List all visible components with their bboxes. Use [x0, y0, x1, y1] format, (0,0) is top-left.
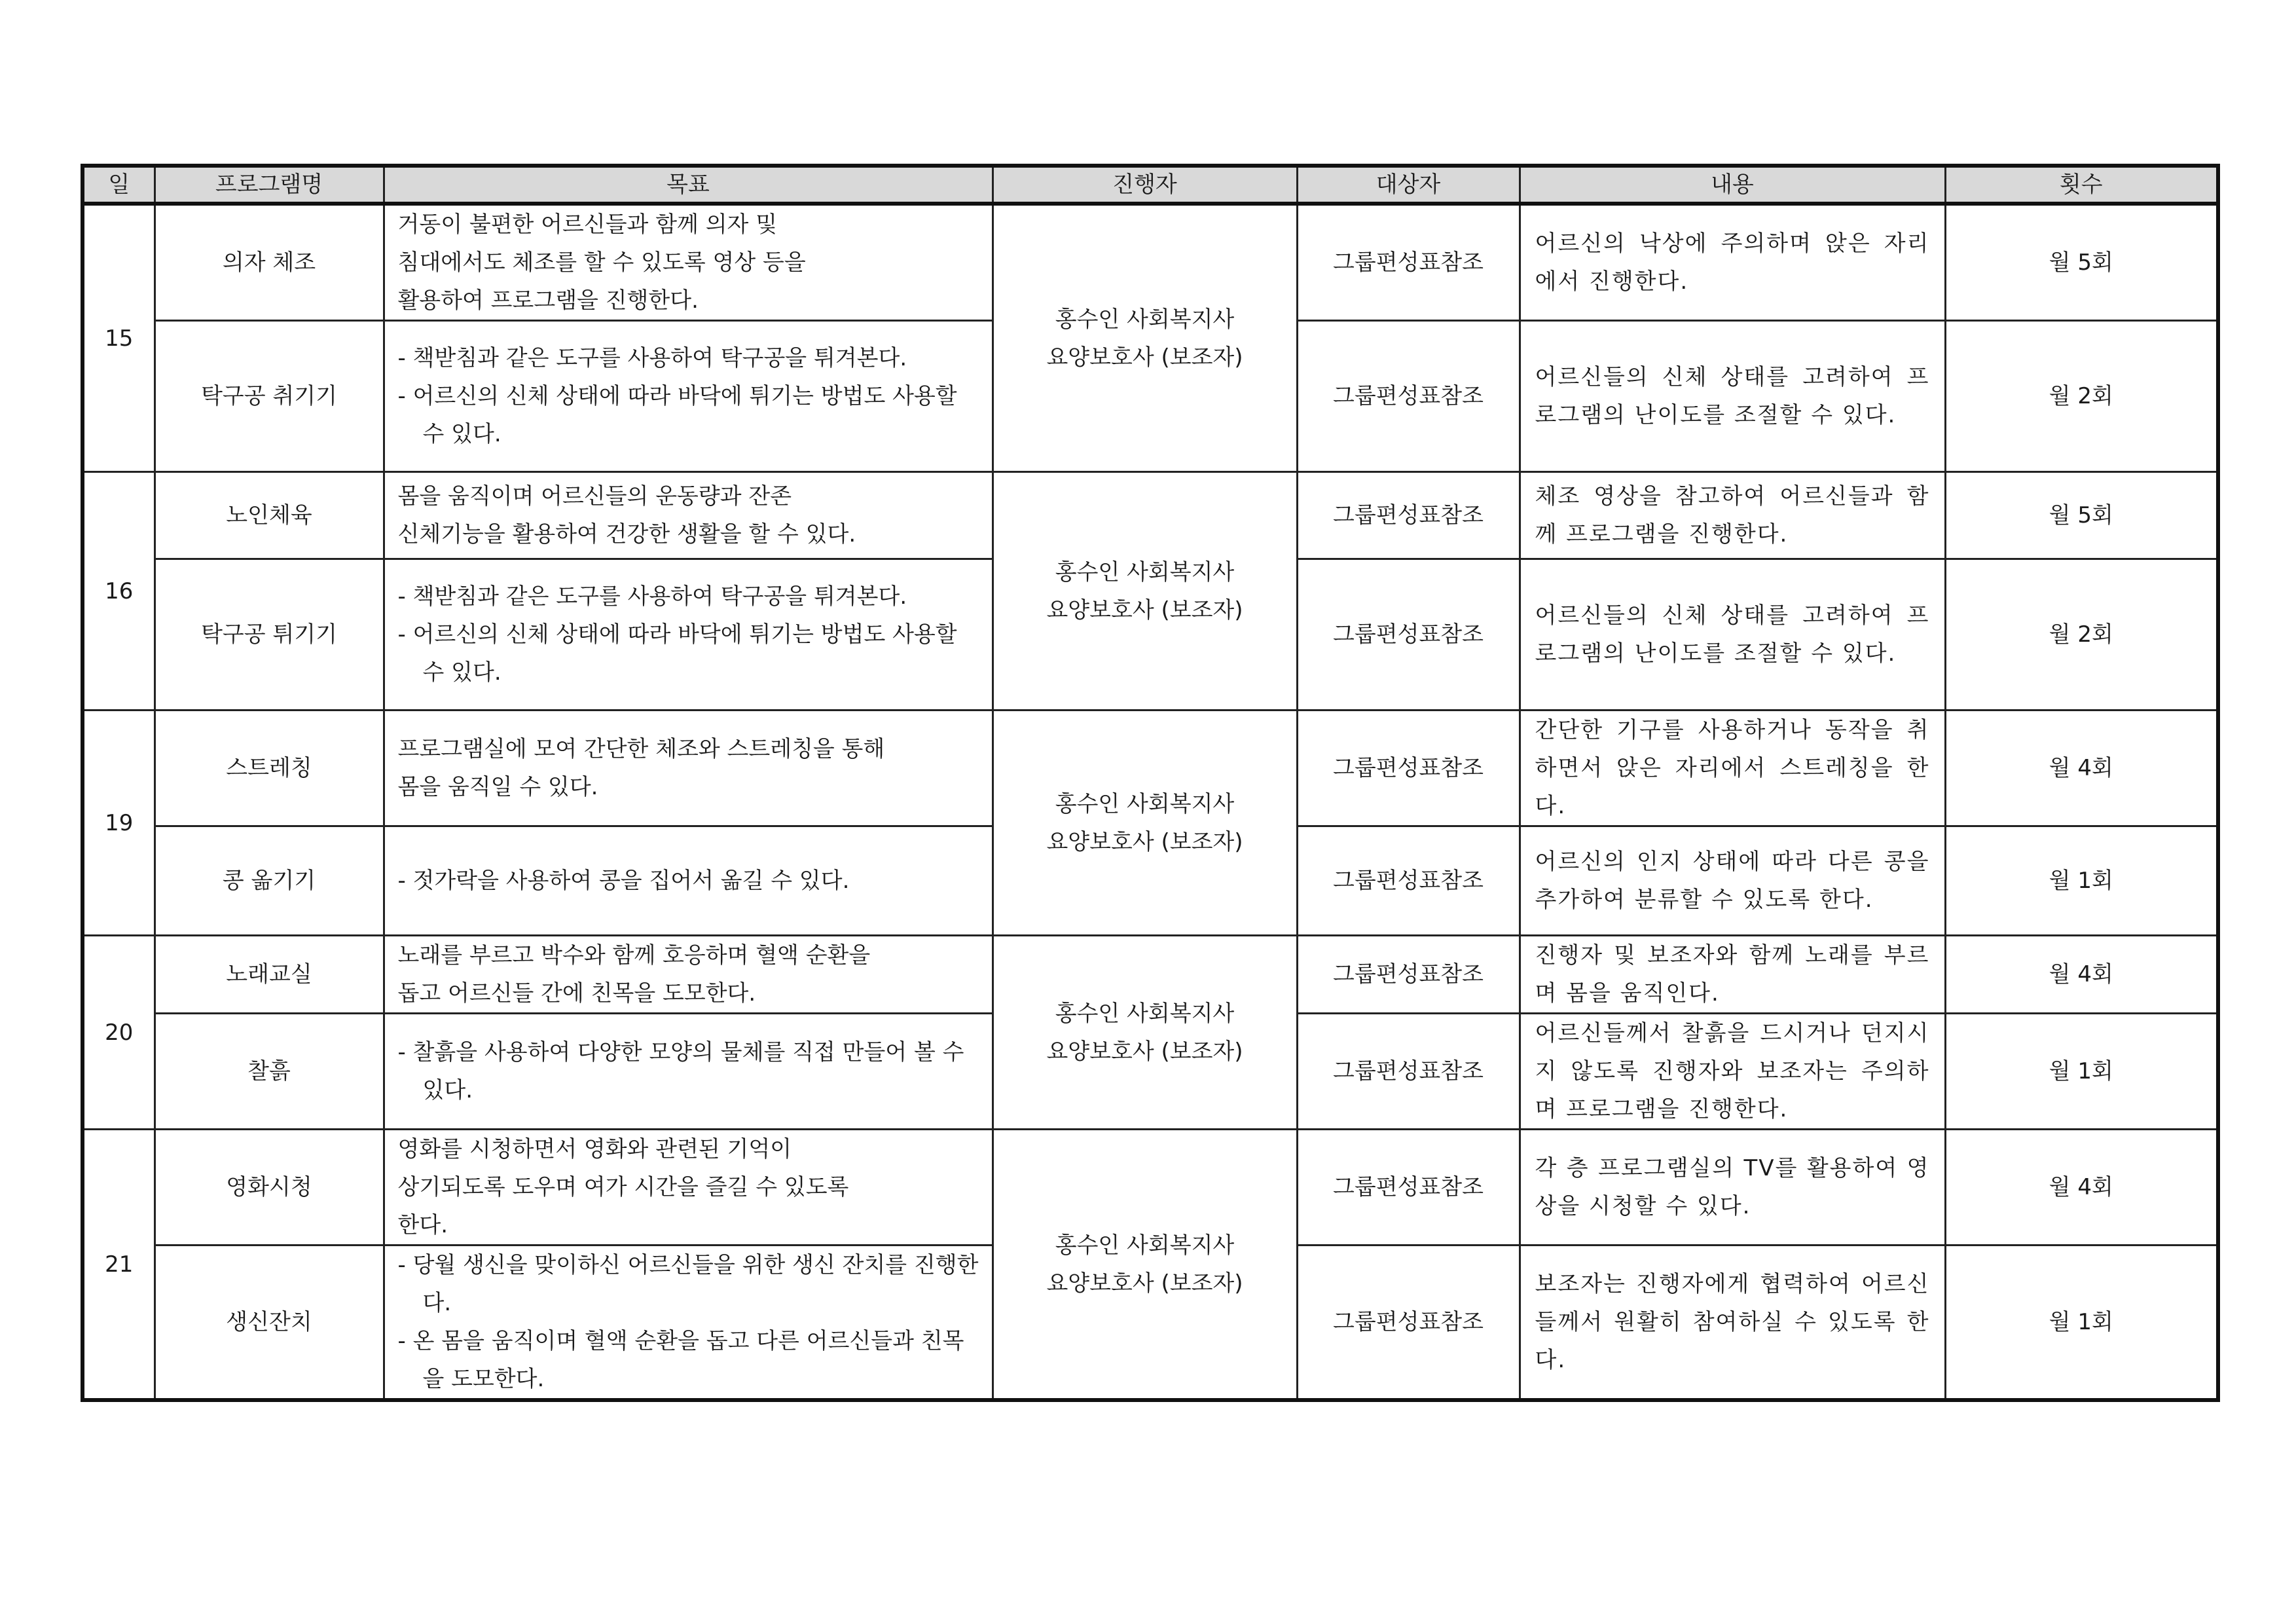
table-body	[82, 204, 2218, 1400]
count-cell: 월 4회	[1945, 710, 2218, 826]
goal-line: - 책받침과 같은 도구를 사용하여 탁구공을 튀겨본다.	[397, 583, 907, 610]
program-name-cell: 탁구공 튀기기	[155, 559, 384, 710]
table-row	[82, 472, 2218, 559]
table-row	[82, 204, 2218, 321]
program-schedule-table	[81, 164, 2220, 1402]
program-name-cell: 영화시청	[155, 1130, 384, 1246]
program-name-cell: 생신잔치	[155, 1246, 384, 1401]
goal-line: - 온 몸을 움직이며 혈액 순환을 돕고 다른 어르신들과 친목을 도모한다.	[397, 1328, 964, 1392]
goal-line: 몸을 움직이며 어르신들의 운동량과 잔존	[397, 483, 792, 509]
content-cell: 간단한 기구를 사용하거나 동작을 취하면서 앉은 자리에서 스트레칭을 한다.	[1520, 710, 1945, 826]
goal-line: 노래를 부르고 박수와 함께 호응하며 혈액 순환을	[397, 942, 871, 969]
goal-line: - 젓가락을 사용하여 콩을 집어서 옮길 수 있다.	[397, 868, 850, 894]
runner-cell	[993, 204, 1297, 472]
goal-cell	[384, 826, 993, 936]
content-cell: 어르신들의 신체 상태를 고려하여 프로그램의 난이도를 조절할 수 있다.	[1520, 559, 1945, 710]
goal-line: - 어르신의 신체 상태에 따라 바닥에 튀기는 방법도 사용할 수 있다.	[397, 383, 957, 447]
goal-cell	[384, 559, 993, 710]
goal-line: 몸을 움직일 수 있다.	[397, 774, 598, 800]
runner-line: 홍수인 사회복지사	[1055, 790, 1235, 817]
runner-line: 홍수인 사회복지사	[1055, 1232, 1235, 1259]
content-cell: 어르신들의 신체 상태를 고려하여 프로그램의 난이도를 조절할 수 있다.	[1520, 321, 1945, 472]
table-row	[82, 936, 2218, 1014]
header-runner: 진행자	[993, 166, 1297, 204]
target-cell: 그룹편성표참조	[1297, 1246, 1520, 1401]
day-cell: 20	[82, 936, 155, 1130]
header-content: 내용	[1520, 166, 1945, 204]
header-program: 프로그램명	[155, 166, 384, 204]
target-cell: 그룹편성표참조	[1297, 1130, 1520, 1246]
target-cell: 그룹편성표참조	[1297, 559, 1520, 710]
day-cell: 15	[82, 204, 155, 472]
runner-cell	[993, 1130, 1297, 1401]
runner-line: 요양보호사 (보조자)	[1046, 344, 1243, 371]
count-cell: 월 1회	[1945, 1246, 2218, 1401]
target-cell: 그룹편성표참조	[1297, 826, 1520, 936]
goal-cell	[384, 710, 993, 826]
goal-cell	[384, 472, 993, 559]
goal-line: - 당월 생신을 맞이하신 어르신들을 위한 생신 잔치를 진행한다.	[397, 1252, 979, 1316]
goal-line: 거동이 불편한 어르신들과 함께 의자 및	[397, 212, 778, 238]
content-cell: 각 층 프로그램실의 TV를 활용하여 영상을 시청할 수 있다.	[1520, 1130, 1945, 1246]
goal-cell	[384, 1130, 993, 1246]
day-cell: 19	[82, 710, 155, 936]
count-cell: 월 5회	[1945, 472, 2218, 559]
content-cell: 어르신의 인지 상태에 따라 다른 콩을 추가하여 분류할 수 있도록 한다.	[1520, 826, 1945, 936]
header-count: 횟수	[1945, 166, 2218, 204]
table-header	[82, 166, 2218, 204]
count-cell: 월 4회	[1945, 936, 2218, 1014]
program-name-cell: 의자 체조	[155, 204, 384, 321]
content-cell: 어르신의 낙상에 주의하며 앉은 자리에서 진행한다.	[1520, 204, 1945, 321]
runner-cell	[993, 710, 1297, 936]
count-cell: 월 2회	[1945, 559, 2218, 710]
header-goal: 목표	[384, 166, 993, 204]
program-name-cell: 탁구공 취기기	[155, 321, 384, 472]
target-cell: 그룹편성표참조	[1297, 472, 1520, 559]
target-cell: 그룹편성표참조	[1297, 710, 1520, 826]
target-cell: 그룹편성표참조	[1297, 204, 1520, 321]
program-name-cell: 콩 옮기기	[155, 826, 384, 936]
program-name-cell: 노인체육	[155, 472, 384, 559]
program-name-cell: 노래교실	[155, 936, 384, 1014]
count-cell: 월 1회	[1945, 1014, 2218, 1130]
goal-line: - 책받침과 같은 도구를 사용하여 탁구공을 튀겨본다.	[397, 345, 907, 371]
runner-line: 홍수인 사회복지사	[1055, 559, 1235, 585]
goal-cell	[384, 321, 993, 472]
target-cell: 그룹편성표참조	[1297, 936, 1520, 1014]
runner-line: 홍수인 사회복지사	[1055, 306, 1235, 333]
goal-cell	[384, 1014, 993, 1130]
header-target: 대상자	[1297, 166, 1520, 204]
goal-line: 영화를 시청하면서 영화와 관련된 기억이	[397, 1136, 792, 1162]
header-day: 일	[82, 166, 155, 204]
day-cell: 16	[82, 472, 155, 710]
runner-line: 요양보호사 (보조자)	[1046, 828, 1243, 855]
goal-line: 한다.	[397, 1212, 448, 1238]
goal-line: 신체기능을 활용하여 건강한 생활을 할 수 있다.	[397, 521, 856, 547]
runner-line: 요양보호사 (보조자)	[1046, 1270, 1243, 1297]
table-row	[82, 710, 2218, 826]
runner-line: 홍수인 사회복지사	[1055, 1000, 1235, 1027]
goal-line: 돕고 어르신들 간에 친목을 도모한다.	[397, 980, 756, 1006]
goal-line: 상기되도록 도우며 여가 시간을 즐길 수 있도록	[397, 1174, 849, 1200]
count-cell: 월 2회	[1945, 321, 2218, 472]
goal-cell	[384, 936, 993, 1014]
runner-cell	[993, 472, 1297, 710]
target-cell: 그룹편성표참조	[1297, 321, 1520, 472]
goal-cell	[384, 1246, 993, 1401]
content-cell: 체조 영상을 참고하여 어르신들과 함께 프로그램을 진행한다.	[1520, 472, 1945, 559]
runner-cell	[993, 936, 1297, 1130]
goal-line: - 어르신의 신체 상태에 따라 바닥에 튀기는 방법도 사용할 수 있다.	[397, 621, 957, 686]
goal-line: 활용하여 프로그램을 진행한다.	[397, 287, 699, 314]
target-cell: 그룹편성표참조	[1297, 1014, 1520, 1130]
goal-line: - 찰흙을 사용하여 다양한 모양의 물체를 직접 만들어 볼 수 있다.	[397, 1039, 964, 1103]
count-cell: 월 5회	[1945, 204, 2218, 321]
content-cell: 진행자 및 보조자와 함께 노래를 부르며 몸을 움직인다.	[1520, 936, 1945, 1014]
program-name-cell: 찰흙	[155, 1014, 384, 1130]
runner-line: 요양보호사 (보조자)	[1046, 1038, 1243, 1065]
goal-line: 프로그램실에 모여 간단한 체조와 스트레칭을 통해	[397, 736, 885, 762]
count-cell: 월 4회	[1945, 1130, 2218, 1246]
table-row	[82, 1130, 2218, 1246]
header-row	[82, 166, 2218, 204]
content-cell: 보조자는 진행자에게 협력하여 어르신들께서 원활히 참여하실 수 있도록 한다.	[1520, 1246, 1945, 1401]
goal-line: 침대에서도 체조를 할 수 있도록 영상 등을	[397, 249, 806, 276]
count-cell: 월 1회	[1945, 826, 2218, 936]
content-cell: 어르신들께서 찰흙을 드시거나 던지시지 않도록 진행자와 보조자는 주의하며 프로그램을 진행한다.	[1520, 1014, 1945, 1130]
day-cell: 21	[82, 1130, 155, 1401]
runner-line: 요양보호사 (보조자)	[1046, 597, 1243, 623]
program-name-cell: 스트레칭	[155, 710, 384, 826]
goal-cell	[384, 204, 993, 321]
